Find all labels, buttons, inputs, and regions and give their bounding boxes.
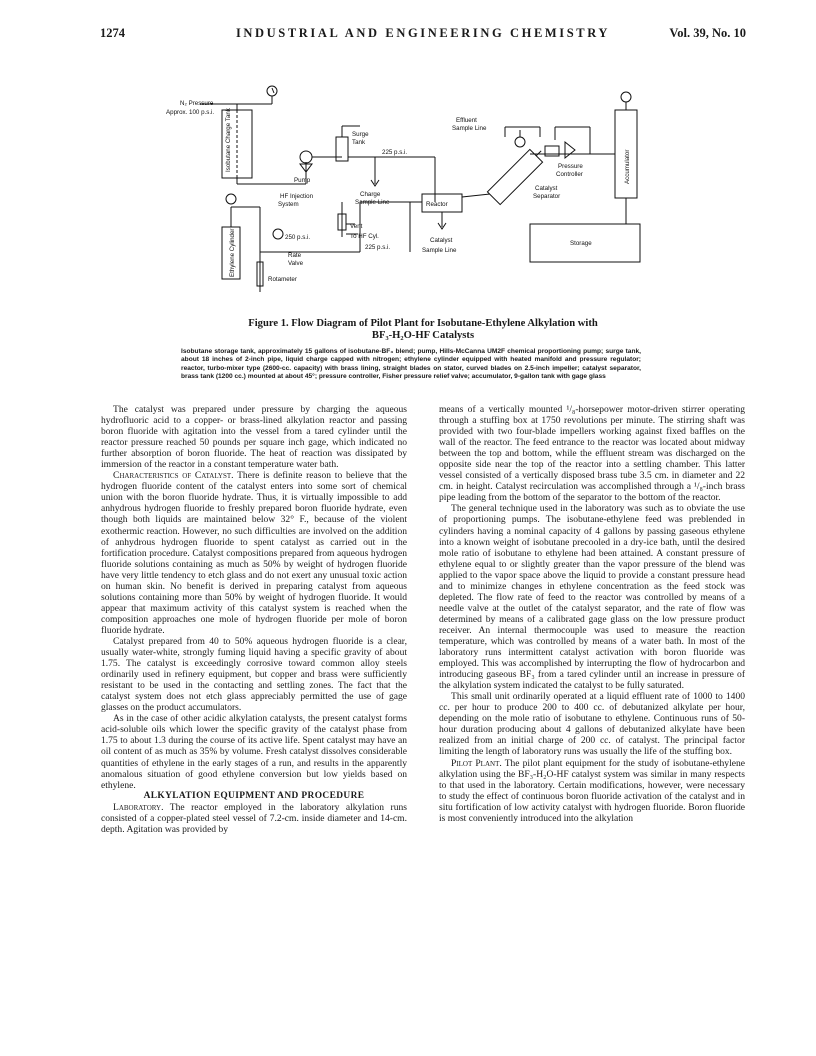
label-storage: Storage — [570, 240, 592, 247]
paragraph: Characteristics of Catalyst. There is definite reason to believe that the hydrogen fluoride content of the catalyst enters into some sort of chemical union with the boron fluoride hydrate. Thus, it is virtually impossible to add anhydrous hydrogen fluoride to freshly prepared boron fluoride hydrate, even though both liquids are maintained below 32° F., because of the violent exothermic reaction. However, no such difficulties are involved on the addition of anhydrous hydrogen fluoride to spent catalyst as carried out in the fortification procedure. Catalyst compositions prepared from aqueous hydrogen fluoride solutions containing as much as 50% by weight of hydrogen fluoride have very little tendency to etch glass and do not exert any unusual toxic action on human skin. No benefit is derived in preparing catalyst from aqueous solutions containing more than 50% by weight of hydrogen fluoride. It would appear that maximum activity of this catalyst system is reached when the composition approaches one mole of hydrogen fluoride per mole of boron fluoride hydrate. — [101, 470, 407, 636]
label-n2-pressure: N₂ Pressure — [180, 100, 214, 107]
journal-title: INDUSTRIAL AND ENGINEERING CHEMISTRY — [235, 26, 611, 40]
label-225-psi-top: 225 p.s.i. — [382, 149, 408, 156]
label-system: System — [278, 201, 299, 208]
label-pressure: Pressure — [558, 163, 583, 170]
page-header — [100, 26, 746, 44]
label-pump: Pump — [294, 177, 311, 184]
label-reactor: Reactor — [426, 201, 448, 208]
label-effluent-sample-line: Sample Line — [452, 125, 487, 132]
label-catalyst: Catalyst — [430, 237, 453, 244]
label-catalyst-sep: Catalyst — [535, 185, 558, 192]
run-in-heading: Pilot Plant. — [451, 757, 502, 769]
label-hf-injection: HF Injection — [280, 193, 314, 200]
run-in-heading: Characteristics of Catalyst. — [113, 470, 234, 482]
label-surge: Surge — [352, 131, 369, 138]
label-accumulator: Accumulator — [624, 149, 631, 184]
label-rate: Rate — [288, 252, 302, 259]
label-to-hf-cyl: To HF Cyl. — [350, 233, 379, 240]
paragraph: Pilot Plant. The pilot plant equipment for the study of isobutane-ethylene alkylation using the BF₃-H₂O-HF catalyst system was similar in many respects to that used in the laboratory. Certain modifications, however, were necessary to study the effect of continuous boron fluoride activation of the catalyst and in situ fortification of low activity catalyst with hydrogen fluoride. Boron fluoride is most conveniently introduced into the alkylation — [439, 757, 745, 824]
label-charge-sample-line: Sample Line — [355, 199, 390, 206]
paragraph: This small unit ordinarily operated at a liquid effluent rate of 1000 to 1400 cc. per hour to produce 200 to 400 cc. of debutanized alkylate per hour, depending on the mole ratio of isobutane to ethylene. Continuous runs of 50-hour duration producing about 4 gallons of debutanized alkylate have been realized from an initial charge of 200 cc. of catalyst. The principal factor limiting the length of laboratory runs was usually the life of the stuffing box. — [439, 691, 745, 758]
label-charge: Charge — [360, 191, 381, 198]
paragraph: As in the case of other acidic alkylation catalysts, the present catalyst forms acid-soluble oils which lower the specific gravity of the catalyst phase from 1.75 to about 1.3 during the course of its active life. Spent catalyst may have an oil content of as much as 35% by volume. Fresh catalyst dissolves considerable quantities of ethylene in the early stages of a run, and results in the apparently anomalous situation of good ethylene conversion but low yields based on ethylene. — [101, 713, 407, 791]
figure-caption — [100, 318, 746, 342]
figure-caption-line1: Figure 1. Flow Diagram of Pilot Plant for Isobutane-Ethylene Alkylation with — [248, 318, 598, 329]
paragraph: The general technique used in the laboratory was such as to obviate the use of proportioning pumps. The isobutane-ethylene feed was preblended in cylinders having a nominal capacity of 4 gallons by passing gaseous ethylene into a known weight of isobutane precooled in a dry-ice bath, until the desired mole ratio of isobutane to ethylene had been attained. A constant pressure of ethylene equal to or slightly greater than the vapor pressure of the blend was applied to the vapor space above the liquid to provide a constant pressure head and to minimize changes in ethylene concentration as the feed stock was depleted. The flow rate of feed to the reactor was controlled by means of a needle valve at the outlet of the catalyst separator, and the rate of flow was determined by means of a calibrated gage glass on the low pressure product receiver. An internal thermocouple was used to measure the reaction temperature, which was controlled by means of a water bath. In most of the laboratory runs intermittent catalyst activation with boron fluoride was employed. This was accomplished by interrupting the flow of hydrocarbon and introducing gaseous BF₃ from a tared cylinder until an increase in pressure of the alkylation system indicated the catalyst to be fully saturated. — [439, 503, 745, 692]
left-column — [101, 404, 407, 835]
paragraph: Laboratory. The reactor employed in the laboratory alkylation runs consisted of a copper-plated steel vessel of 7.2-cm. inside diameter and 14-cm. depth. Agitation was provided by — [101, 801, 407, 835]
label-vent: Vent — [350, 223, 363, 230]
figure-legend: Isobutane storage tank, approximately 15 gallons of isobutane-BF₃ blend; pump, Hills-McCanna UM2F chemical proportioning pump; surge tank, about 18 inches of 2-inch pipe, liquid charge capped with nitrogen; ethylene cylinder equipped with heated manifold and pressure regulator; reactor, turbo-mixer type (2600-cc. capacity) with brass lining, straight blades on stator, curved blades on 2.5-inch impeller; catalyst separator, brass tank (1200 cc.) mounted at about 45°; pressure controller, Fisher pressure relief valve; accumulator, 9-gallon tank with gage glass — [181, 348, 641, 381]
label-tank: Tank — [352, 139, 366, 146]
label-ethylene-cylinder: Ethylene Cylinder — [229, 228, 236, 277]
label-catalyst-sample-line: Sample Line — [422, 247, 457, 254]
figure-caption-line2: BF₃-H₂O-HF Catalysts — [371, 330, 475, 341]
paragraph: means of a vertically mounted ¹/₈-horsepower motor-driven stirrer operating through a stuffing box at 1750 revolutions per minute. The stirring shaft was provided with two four-blade impellers working against fixed baffles on the wall of the reactor. The feed entrance to the reactor was located about midway between the top and bottom, while the effluent stream was discharged on the opposite side near the top of the reactor into a settling chamber. This latter vessel consisted of a vertically disposed brass tube 3.5 cm. in diameter and 22 cm. in height. Catalyst recirculation was accomplished through a ¹/₈-inch brass pipe leading from the bottom of the separator to the bottom of the reactor. — [439, 404, 745, 504]
paragraph: The catalyst was prepared under pressure by charging the aqueous hydrofluoric acid to a copper- or brass-lined alkylation reactor and passing boron fluoride with agitation into the vessel from a tared cylinder until the reactor pressure reached 50 pounds per square inch gage, which indicated no further absorption of boron fluoride. The heat of reaction was dissipated by immersion of the reactor in a constant temperature water bath. — [101, 404, 407, 471]
right-column — [439, 404, 745, 824]
flow-diagram — [160, 82, 660, 312]
label-separator: Separator — [533, 193, 561, 200]
pump-icon — [300, 151, 312, 163]
label-isobutane-tank: Isobutane Charge Tank — [225, 108, 232, 172]
pressure-gauge-icon — [267, 86, 277, 96]
label-effluent: Effluent — [456, 117, 477, 124]
label-250-psi: 250 p.s.i. — [285, 234, 311, 241]
label-valve: Valve — [288, 260, 304, 267]
paragraph: Catalyst prepared from 40 to 50% aqueous hydrogen fluoride is a clear, usually water-white, strongly fuming liquid having a specific gravity of about 1.75. The catalyst is exceedingly corrosive toward common alloy steels ordinarily used in refinery equipment, but copper and brass were sufficiently resistant to be used in the contacting and settling zones. The fact that the catalyst system does not etch glass appreciably permitted the use of gage glasses on the product accumulators. — [101, 635, 407, 714]
label-rotameter: Rotameter — [268, 276, 297, 283]
page-number: 1274 — [100, 26, 125, 40]
label-controller: Controller — [556, 171, 583, 178]
label-225-psi-bottom: 225 p.s.i. — [365, 244, 391, 251]
run-in-heading: Laboratory. — [113, 801, 164, 813]
label-approx-pressure: Approx. 100 p.s.i. — [166, 109, 215, 116]
section-heading: ALKYLATION EQUIPMENT AND PROCEDURE — [143, 790, 365, 801]
volume-issue: Vol. 39, No. 10 — [669, 26, 746, 40]
